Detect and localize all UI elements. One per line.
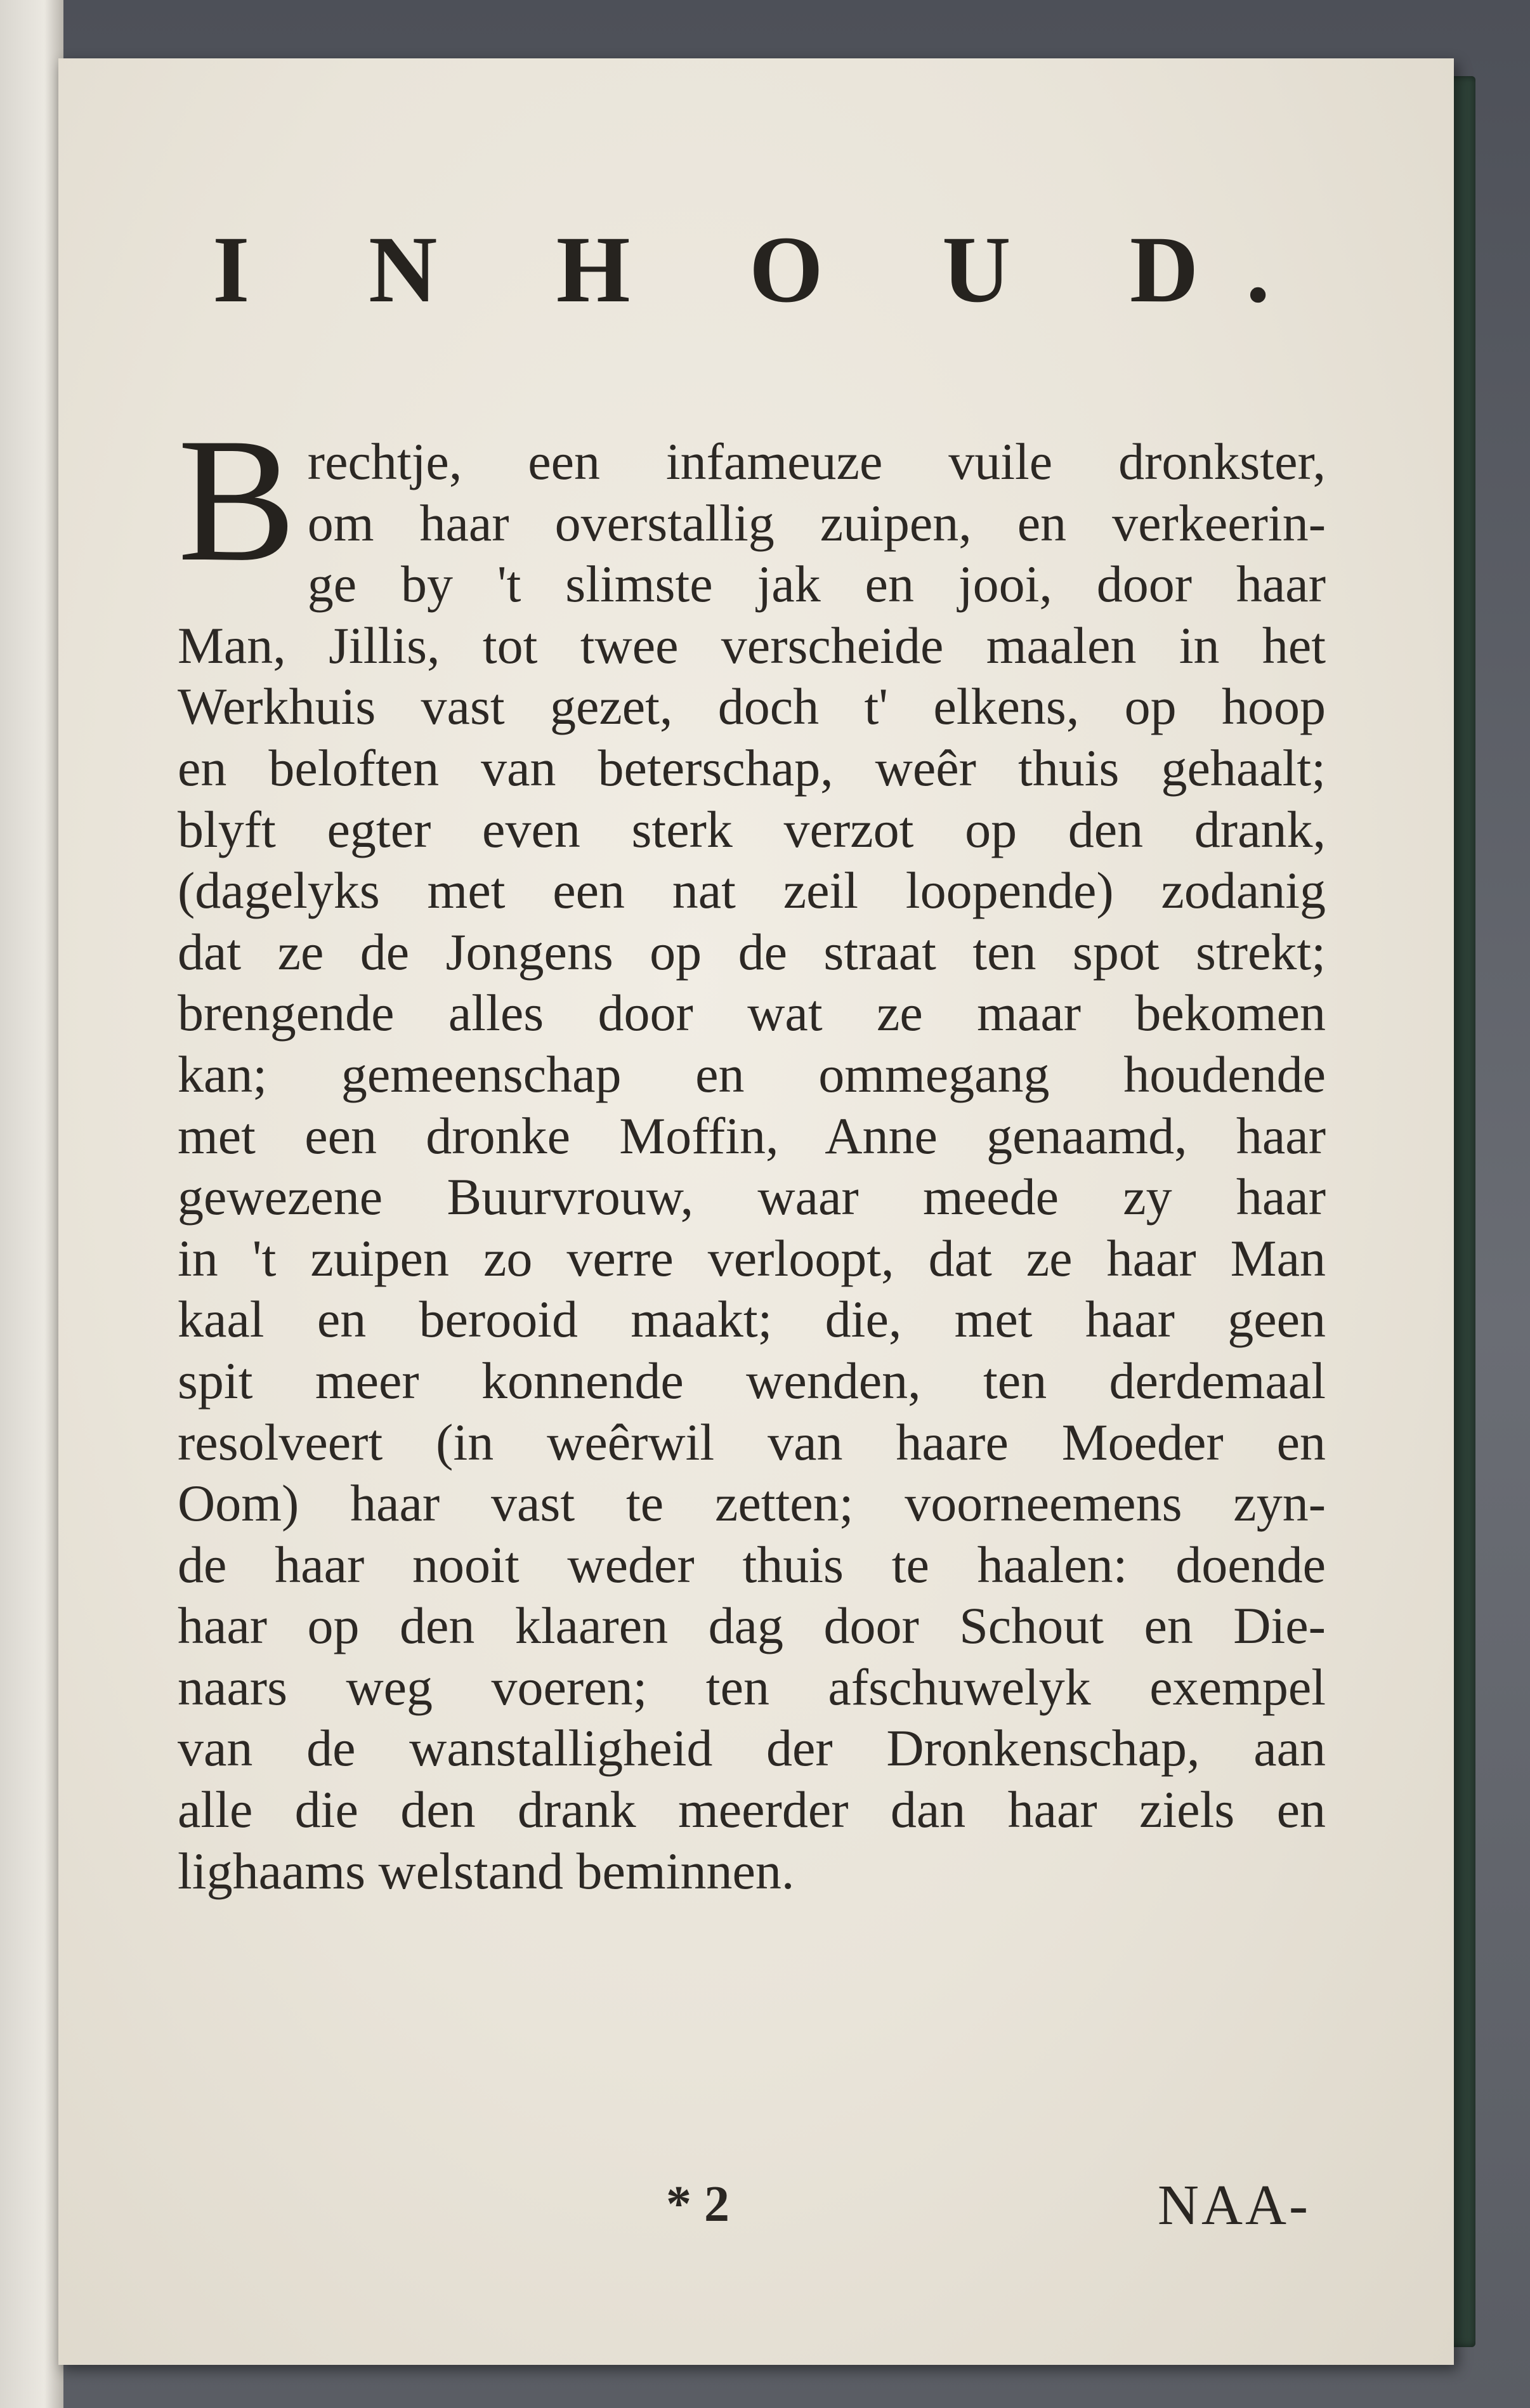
catchword: NAA- (1158, 2174, 1311, 2237)
text-line: (dagelyks met een nat zeil loopende) zodanig (178, 861, 1326, 920)
text-line: in 't zuipen zo verre verloopt, dat ze haar Man (178, 1229, 1326, 1287)
text-line: blyft egter even sterk verzot op den drank, (178, 800, 1326, 858)
text-line: met een dronke Moffin, Anne genaamd, haar (178, 1106, 1326, 1165)
body-text (178, 401, 1326, 1902)
text-line: naars weg voeren; ten afschuwelyk exempel (178, 1658, 1326, 1716)
text-line: kan; gemeenschap en ommegang houdende (178, 1045, 1326, 1103)
text-line: Man, Jillis, tot twee verscheide maalen in het (178, 616, 1326, 674)
text-line: resolveert (in weêrwil van haare Moeder en (178, 1413, 1326, 1471)
text-line: kaal en berooid maakt; die, met haar geen (178, 1290, 1326, 1349)
text-line: Oom) haar vast te zetten; voorneemens zyn- (178, 1474, 1326, 1533)
drop-cap: B (178, 401, 296, 598)
facing-page-edge (0, 0, 63, 2408)
page-heading: I N H O U D. (213, 217, 1318, 322)
text-line: en beloften van beterschap, weêr thuis gehaalt; (178, 738, 1326, 797)
text-line: gewezene Buurvrouw, waar meede zy haar (178, 1168, 1326, 1226)
text-line: Werkhuis vast gezet, doch t' elkens, op hoop (178, 677, 1326, 736)
text-line: brengende alles door wat ze maar bekomen (178, 984, 1326, 1042)
text-line: ge by 't slimste jak en jooi, door haar (307, 555, 1326, 613)
signature-mark: * 2 (666, 2176, 729, 2232)
text-line: van de wanstalligheid der Dronkenschap, aan (178, 1719, 1326, 1777)
text-line: om haar overstallig zuipen, en verkeerin- (307, 494, 1326, 552)
text-line: alle die den drank meerder dan haar ziels en (178, 1781, 1326, 1839)
text-line: dat ze de Jongens op de straat ten spot strekt; (178, 922, 1326, 981)
text-line: spit meer konnende wenden, ten derdemaal (178, 1351, 1326, 1410)
text-line: rechtje, een infameuze vuile dronkster, (307, 433, 1326, 490)
text-line: de haar nooit weder thuis te haalen: doende (178, 1535, 1326, 1593)
text-line: haar op den klaaren dag door Schout en Die- (178, 1597, 1326, 1655)
text-line last-line: lighaams welstand beminnen. (178, 1842, 795, 1900)
